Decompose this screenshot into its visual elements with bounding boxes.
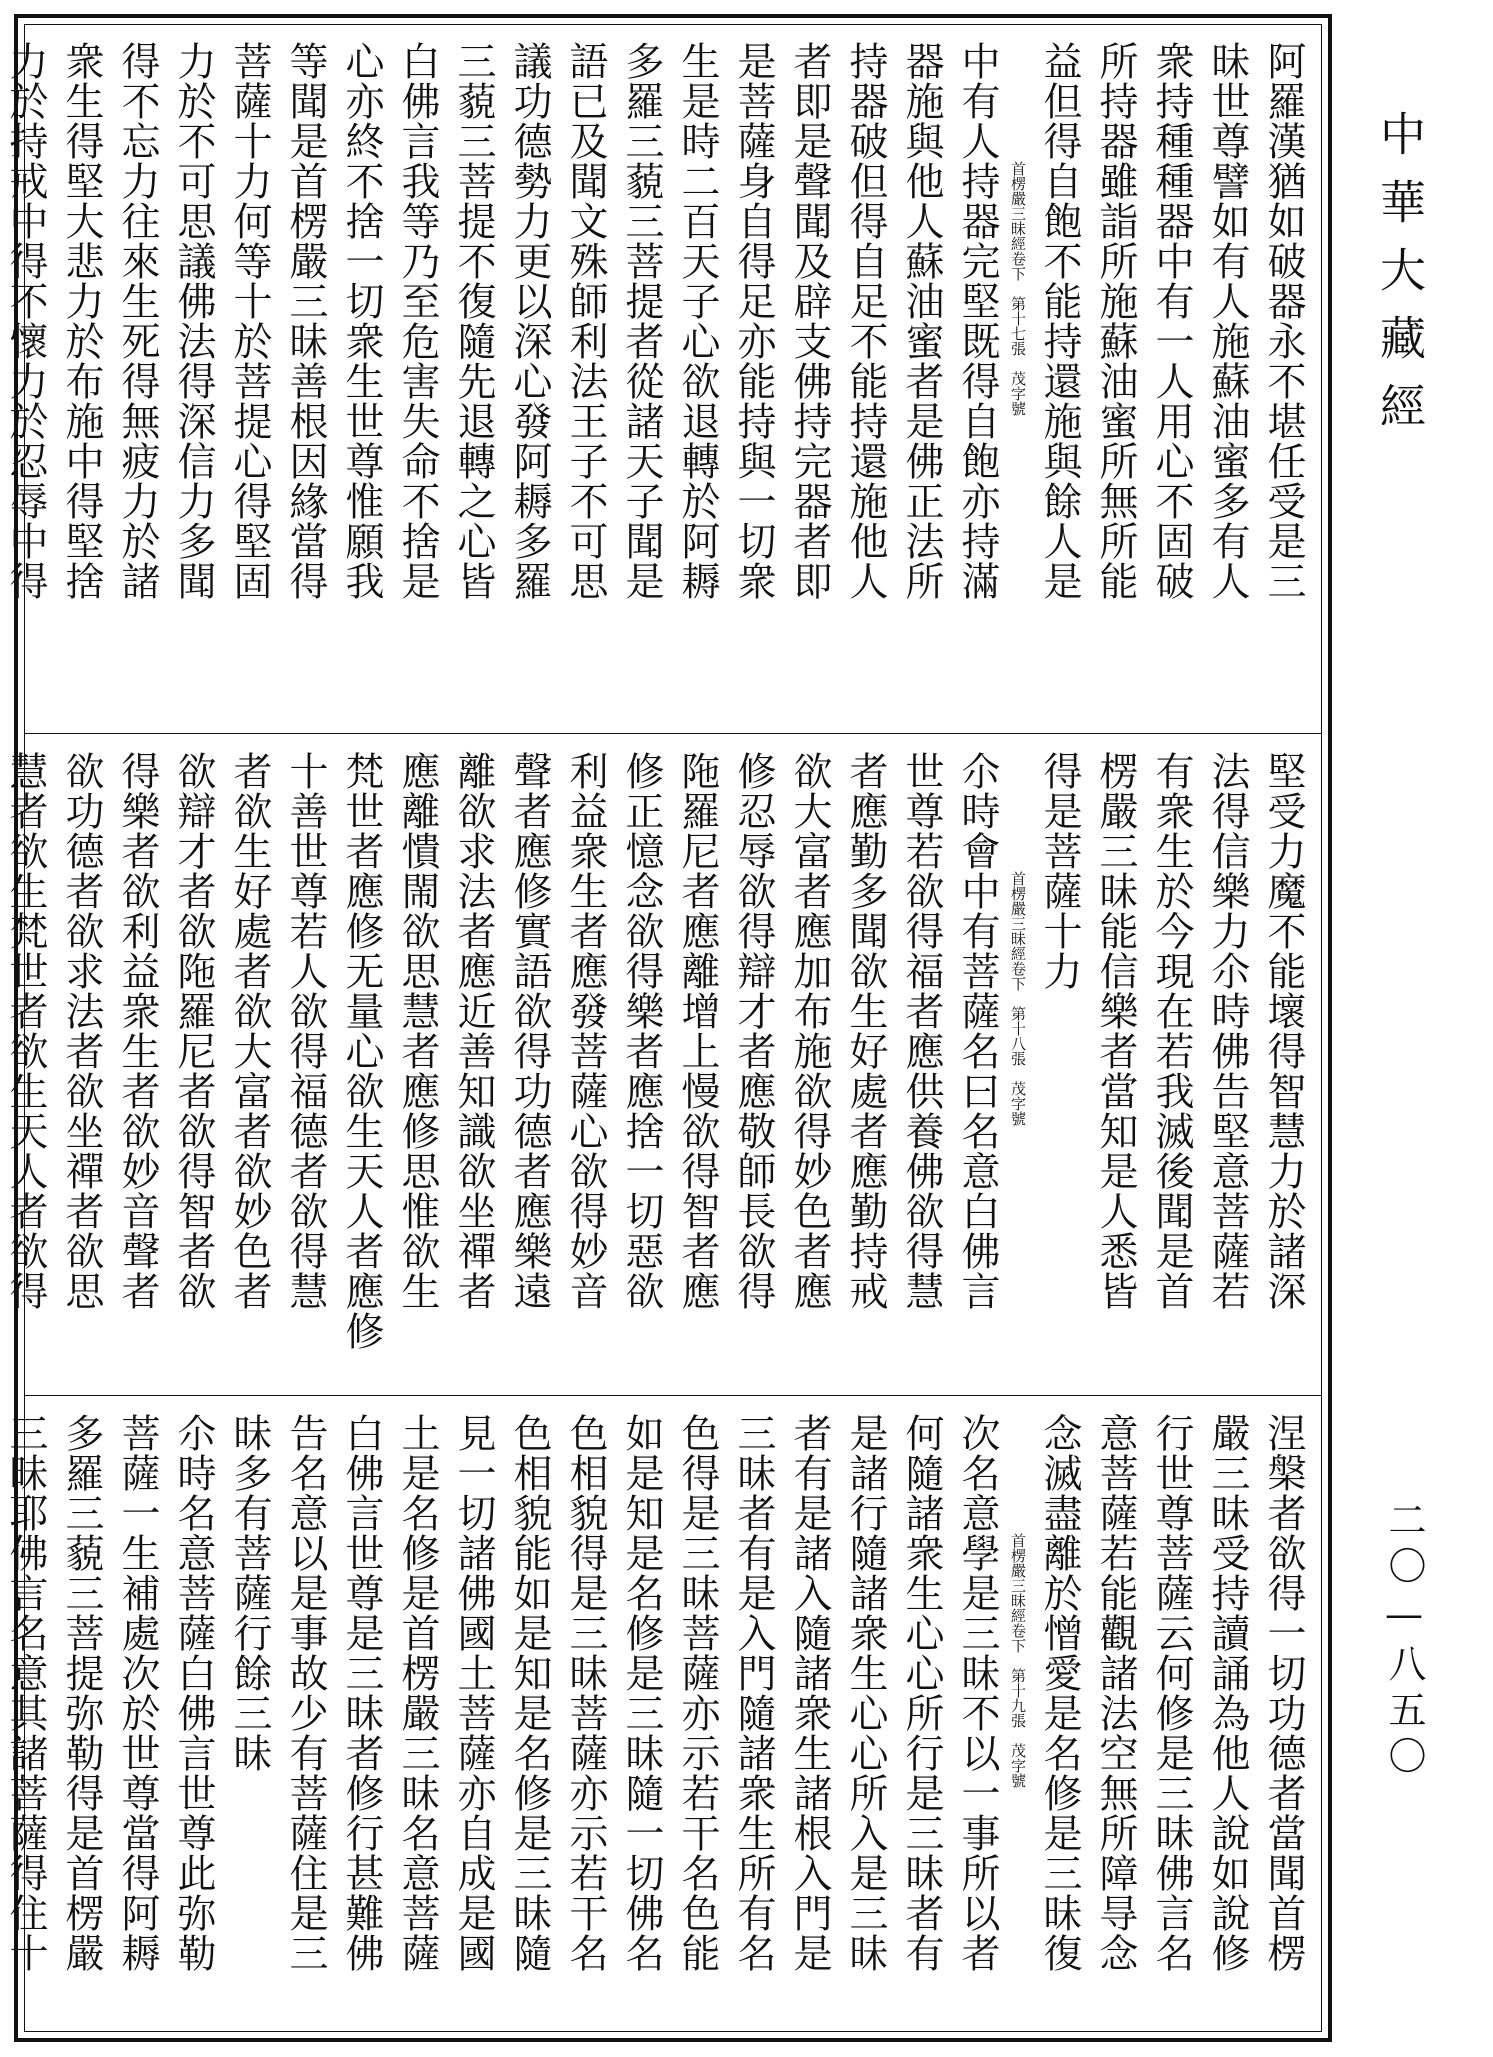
text-column: 應離憒閙欲思慧者應修思惟欲生 bbox=[395, 751, 440, 1311]
text-column: 多羅三藐三菩提弥勒得是首楞嚴 bbox=[59, 1413, 104, 1973]
text-column: 次名意學是三昧不以一事所以者 bbox=[955, 1413, 1000, 1973]
text-column: 陁羅尼者應離增上慢欲得智者應 bbox=[675, 751, 720, 1311]
text-column: 衆生得堅大悲力於布施中得堅捨 bbox=[59, 41, 104, 601]
text-column: 行世尊菩薩云何修是三昧佛言名 bbox=[1149, 1413, 1194, 1973]
text-column: 者有是諸入隨諸衆生諸根入門是 bbox=[787, 1413, 832, 1973]
page-number: 二〇—八五〇 bbox=[1382, 1500, 1426, 1782]
text-column: 十善世尊若人欲得福德者欲得慧 bbox=[283, 751, 328, 1311]
text-column: 益但得自飽不能持還施與餘人是 bbox=[1037, 41, 1082, 601]
text-column: 涅槃者欲得一切功德者當聞首楞 bbox=[1261, 1413, 1306, 1973]
text-column: 色相貌得是三昧菩薩亦示若干名 bbox=[563, 1413, 608, 1973]
text-column: 色得是三昧菩薩亦示若干名色能 bbox=[675, 1413, 720, 1973]
text-column: 中有人持器完堅既得自飽亦持滿 bbox=[955, 41, 1000, 601]
text-column: 尒時名意菩薩白佛言世尊此弥勒 bbox=[171, 1413, 216, 1973]
text-panel-3 bbox=[3, 1397, 1321, 2031]
text-column: 法得信樂力尒時佛告堅意菩薩若 bbox=[1205, 751, 1250, 1311]
text-column: 尒時會中有菩薩名曰名意白佛言 bbox=[955, 751, 1000, 1311]
text-column: 得不忘力往來生死得無疲力於諸 bbox=[115, 41, 160, 601]
text-column: 世尊若欲得福者應供養佛欲得慧 bbox=[899, 751, 944, 1311]
collection-title: 中華大藏經 bbox=[1373, 110, 1427, 450]
text-column: 欲辯才者欲陁羅尼者欲得智者欲 bbox=[171, 751, 216, 1311]
text-column: 意菩薩若能觀諸法空無所障㝵念 bbox=[1093, 1413, 1138, 1973]
text-column: 心亦終不捨一切衆生世尊惟願我 bbox=[339, 41, 384, 601]
text-column: 色相貌能如是知是名修是三昧隨 bbox=[507, 1413, 552, 1973]
panel-header: 首楞嚴三昧經卷下 第十八張 茂字號 bbox=[1009, 871, 1027, 1126]
panel-header: 首楞嚴三昧經卷下 第十七張 茂字號 bbox=[1009, 161, 1027, 416]
text-column: 離欲求法者應近善知識欲坐禪者 bbox=[451, 751, 496, 1311]
text-column: 三昧耶佛言名意其諸菩薩得住十 bbox=[3, 1413, 48, 1973]
text-column: 有衆生於今現在若我滅後聞是首 bbox=[1149, 751, 1194, 1311]
text-column: 昧多有菩薩行餘三昧 bbox=[227, 1413, 272, 1773]
text-column: 昧世尊譬如有人施蘇油蜜多有人 bbox=[1205, 41, 1250, 601]
text-column: 菩薩十力何等十於菩提心得堅固 bbox=[227, 41, 272, 601]
text-column: 衆持種種器中有一人用心不固破 bbox=[1149, 41, 1194, 601]
text-column: 是諸行隨諸衆生心心所入是三昧 bbox=[843, 1413, 888, 1973]
panel-1-columns bbox=[3, 25, 1321, 733]
text-column: 得樂者欲利益衆生者欲妙音聲者 bbox=[115, 751, 160, 1311]
text-column: 語已及聞文殊師利法王子不可思 bbox=[563, 41, 608, 601]
text-column: 修忍辱欲得辯才者應敬師長欲得 bbox=[731, 751, 776, 1311]
text-column: 嚴三昧受持讀誦為他人說如說修 bbox=[1205, 1413, 1250, 1973]
text-column: 阿羅漢猶如破器永不堪任受是三 bbox=[1261, 41, 1306, 601]
text-column: 三昧者有是入門隨諸衆生所有名 bbox=[731, 1413, 776, 1973]
text-column: 者應勤多聞欲生好處者應勤持戒 bbox=[843, 751, 888, 1311]
text-column: 念滅盡離於憎愛是名修是三昧復 bbox=[1037, 1413, 1082, 1973]
text-column: 修正憶念欲得樂者應捨一切惡欲 bbox=[619, 751, 664, 1311]
text-column: 白佛言我等乃至危害失命不捨是 bbox=[395, 41, 440, 601]
frame-inner-border bbox=[3, 24, 1322, 2032]
text-column: 器施與他人蘇油蜜者是佛正法所 bbox=[899, 41, 944, 601]
text-column: 多羅三藐三菩提者從諸天子聞是 bbox=[619, 41, 664, 601]
text-column: 生是時二百天子心欲退轉於阿耨 bbox=[675, 41, 720, 601]
text-column: 慧者欲生梵世者欲生天人者欲得 bbox=[3, 751, 48, 1311]
text-panel-1 bbox=[3, 25, 1321, 734]
text-column: 聲者應修實語欲得功德者應樂遠 bbox=[507, 751, 552, 1311]
text-column: 等聞是首楞嚴三昧善根因緣當得 bbox=[283, 41, 328, 601]
text-column: 菩薩一生補處次於世尊當得阿耨 bbox=[115, 1413, 160, 1973]
page-frame bbox=[3, 14, 1332, 2042]
text-column: 堅受力魔不能壞得智慧力於諸深 bbox=[1261, 751, 1306, 1311]
panel-header: 首楞嚴三昧經卷下 第十九張 茂字號 bbox=[1009, 1533, 1027, 1788]
text-column: 如是知是名修是三昧隨一切佛名 bbox=[619, 1413, 664, 1973]
text-column: 白佛言世尊是三昧者修行甚難佛 bbox=[339, 1413, 384, 1973]
text-column: 三藐三菩提不復隨先退轉之心皆 bbox=[451, 41, 496, 601]
text-column: 欲功德者欲求法者欲坐禪者欲思 bbox=[59, 751, 104, 1311]
text-column: 欲大富者應加布施欲得妙色者應 bbox=[787, 751, 832, 1311]
text-column: 何隨諸衆生心心所行是三昧者有 bbox=[899, 1413, 944, 1973]
panel-2-columns bbox=[3, 735, 1321, 1395]
text-column: 梵世者應修无量心欲生天人者應修 bbox=[339, 751, 384, 1351]
text-column: 得是菩薩十力 bbox=[1037, 751, 1082, 991]
text-column: 者即是聲聞及辟支佛持完器者即 bbox=[787, 41, 832, 601]
text-column: 見一切諸佛國土菩薩亦自成是國 bbox=[451, 1413, 496, 1973]
text-column: 議功德勢力更以深心發阿耨多羅 bbox=[507, 41, 552, 601]
text-column: 利益衆生者應發菩薩心欲得妙音 bbox=[563, 751, 608, 1311]
text-column: 力於不可思議佛法得深信力多聞 bbox=[171, 41, 216, 601]
text-column: 土是名修是首楞嚴三昧名意菩薩 bbox=[395, 1413, 440, 1973]
text-column: 持器破但得自足不能持還施他人 bbox=[843, 41, 888, 601]
text-panel-2 bbox=[3, 735, 1321, 1396]
text-column: 是菩薩身自得足亦能持與一切衆 bbox=[731, 41, 776, 601]
text-column: 力於持戒中得不懷力於忍辱中得 bbox=[3, 41, 48, 601]
text-column: 告名意以是事故少有菩薩住是三 bbox=[283, 1413, 328, 1973]
text-column: 楞嚴三昧能信樂者當知是人悉皆 bbox=[1093, 751, 1138, 1311]
text-column: 者欲生好處者欲大富者欲妙色者 bbox=[227, 751, 272, 1311]
text-column: 所持器雖詣所施蘇油蜜所無所能 bbox=[1093, 41, 1138, 601]
panel-3-columns bbox=[3, 1397, 1321, 2031]
